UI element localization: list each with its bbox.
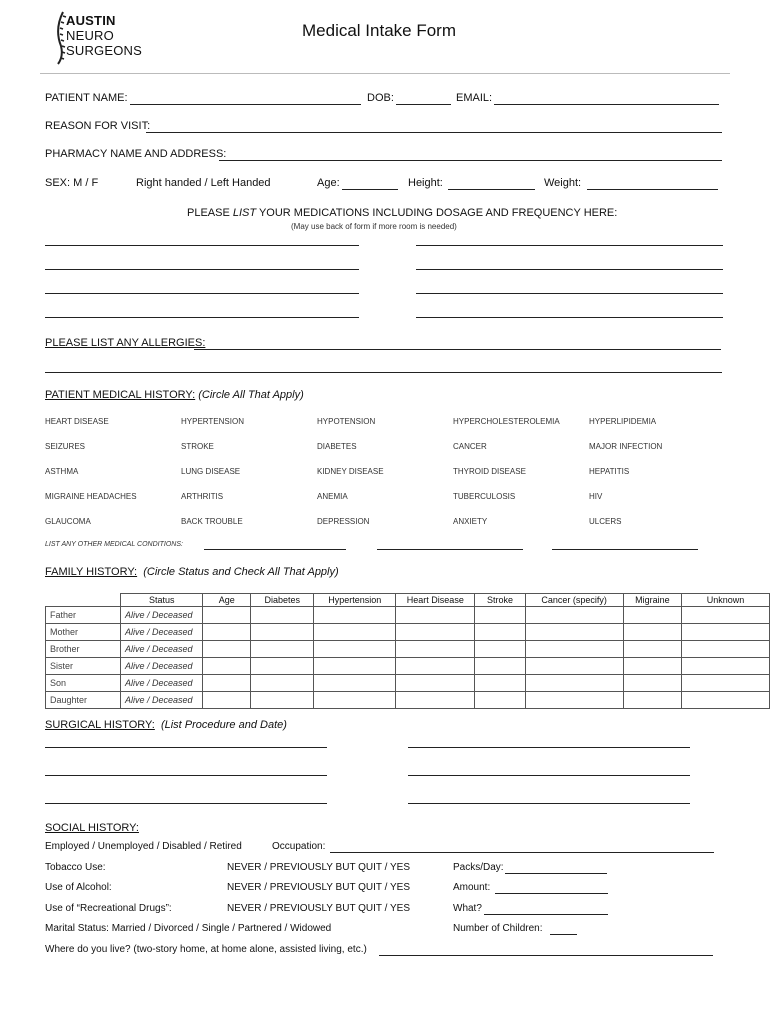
surgery-line[interactable] [45,803,327,804]
dob-field[interactable] [396,104,451,105]
checkbox-cell[interactable] [314,607,396,624]
checkbox-cell[interactable] [475,658,525,675]
medication-line[interactable] [416,245,723,246]
surgery-line[interactable] [408,747,690,748]
condition-option[interactable]: STROKE [181,442,214,451]
condition-option[interactable]: ASTHMA [45,467,79,476]
checkbox-cell[interactable] [475,607,525,624]
status-option[interactable]: Alive / Deceased [121,624,203,641]
checkbox-cell[interactable] [251,607,314,624]
checkbox-cell[interactable] [396,692,475,709]
age-label: Age: [317,177,340,189]
email-label: EMAIL: [456,92,493,104]
column-header: Diabetes [251,594,314,607]
patient-name-field[interactable] [130,104,361,105]
condition-option[interactable]: MAJOR INFECTION [589,442,663,451]
surgery-line[interactable] [408,775,690,776]
checkbox-cell[interactable] [525,675,623,692]
column-header: Stroke [475,594,525,607]
relation-label: Mother [46,624,121,641]
packs-label: Packs/Day: [453,862,504,873]
other-conditions-label: LIST ANY OTHER MEDICAL CONDITIONS: [45,541,183,548]
column-header: Age [203,594,251,607]
height-label: Height: [408,177,443,189]
medication-line[interactable] [45,293,359,294]
other-condition-field[interactable] [377,549,523,550]
drugs-label: Use of “Recreational Drugs”: [45,903,172,914]
checkbox-cell[interactable] [682,624,770,641]
condition-option[interactable]: HIV [589,492,603,501]
checkbox-cell[interactable] [251,675,314,692]
checkbox-cell[interactable] [623,641,681,658]
checkbox-cell[interactable] [525,641,623,658]
condition-option[interactable]: ANXIETY [453,517,488,526]
checkbox-cell[interactable] [203,641,251,658]
packs-field[interactable] [505,873,607,874]
checkbox-cell[interactable] [314,641,396,658]
allergies-field-2[interactable] [45,372,722,373]
relation-label: Daughter [46,692,121,709]
children-field[interactable] [550,934,577,935]
page-title: Medical Intake Form [302,21,456,40]
column-header: Unknown [682,594,770,607]
status-option[interactable]: Alive / Deceased [121,607,203,624]
header-divider [40,73,730,74]
checkbox-cell[interactable] [396,624,475,641]
column-header: Status [121,594,203,607]
sex-field[interactable] [45,177,98,189]
relation-label: Sister [46,658,121,675]
checkbox-cell[interactable] [682,675,770,692]
table-row [46,675,770,692]
tobacco-label: Tobacco Use: [45,862,106,873]
relation-label: Son [46,675,121,692]
what-field[interactable] [484,914,608,915]
sex-label: SEX [45,177,68,189]
checkbox-cell[interactable] [314,624,396,641]
employment-field[interactable]: Employed / Unemployed / Disabled / Retired [45,841,242,852]
reason-label: REASON FOR VISIT: [45,120,151,132]
what-label: What? [453,903,482,914]
checkbox-cell[interactable] [475,692,525,709]
reason-field[interactable] [146,132,722,133]
checkbox-cell[interactable] [525,692,623,709]
medication-line[interactable] [416,317,723,318]
occupation-field[interactable] [330,852,714,853]
checkbox-cell[interactable] [623,658,681,675]
tobacco-options[interactable]: NEVER / PREVIOUSLY BUT QUIT / YES [227,862,411,873]
checkbox-cell[interactable] [251,692,314,709]
checkbox-cell[interactable] [314,675,396,692]
checkbox-cell[interactable] [396,658,475,675]
checkbox-cell[interactable] [475,675,525,692]
table-row [46,607,770,624]
medical-history-heading: PATIENT MEDICAL HISTORY: (Circle All That Apply) [45,389,304,401]
weight-field[interactable] [587,189,718,190]
table-row [46,692,770,709]
weight-label: Weight: [544,177,582,189]
email-field[interactable] [494,104,719,105]
amount-field[interactable] [495,893,608,894]
surgery-line[interactable] [45,747,327,748]
relation-label: Brother [46,641,121,658]
checkbox-cell[interactable] [203,624,251,641]
pharmacy-label: PHARMACY NAME AND ADDRESS: [45,148,227,160]
surgery-line[interactable] [408,803,690,804]
checkbox-cell[interactable] [682,607,770,624]
surgical-history-heading: SURGICAL HISTORY: (List Procedure and Date) [45,719,287,731]
checkbox-cell[interactable] [396,675,475,692]
checkbox-cell[interactable] [475,624,525,641]
condition-option[interactable]: ARTHRITIS [181,492,224,501]
patient-name-label: PATIENT NAME: [45,92,128,104]
checkbox-cell[interactable] [314,692,396,709]
checkbox-cell[interactable] [251,624,314,641]
social-history-heading: SOCIAL HISTORY: [45,822,139,834]
allergies-field[interactable] [194,349,721,350]
checkbox-cell[interactable] [396,607,475,624]
age-field[interactable] [342,189,398,190]
other-condition-field[interactable] [204,549,346,550]
status-option[interactable]: Alive / Deceased [121,675,203,692]
table-row [46,641,770,658]
condition-option[interactable]: THYROID DISEASE [453,467,526,476]
condition-option[interactable]: ANEMIA [317,492,348,501]
status-option[interactable]: Alive / Deceased [121,658,203,675]
checkbox-cell[interactable] [203,607,251,624]
column-header: Hypertension [314,594,396,607]
occupation-label: Occupation: [272,841,326,852]
column-header: Heart Disease [396,594,475,607]
other-condition-field[interactable] [552,549,698,550]
height-field[interactable] [448,189,535,190]
medication-line[interactable] [45,317,359,318]
checkbox-cell[interactable] [314,658,396,675]
dob-label: DOB: [367,92,394,104]
alcohol-options[interactable]: NEVER / PREVIOUSLY BUT QUIT / YES [227,882,411,893]
condition-option[interactable]: LUNG DISEASE [181,467,241,476]
checkbox-cell[interactable] [525,624,623,641]
checkbox-cell[interactable] [682,641,770,658]
alcohol-label: Use of Alcohol: [45,882,112,893]
condition-option[interactable]: HYPERLIPIDEMIA [589,417,657,426]
checkbox-cell[interactable] [623,624,681,641]
medication-line[interactable] [45,269,359,270]
status-option[interactable]: Alive / Deceased [121,692,203,709]
condition-option[interactable]: BACK TROUBLE [181,517,243,526]
condition-option[interactable]: GLAUCOMA [45,517,91,526]
column-header: Cancer (specify) [525,594,623,607]
checkbox-cell[interactable] [203,692,251,709]
condition-option[interactable]: KIDNEY DISEASE [317,467,384,476]
blank-header [46,594,121,607]
checkbox-cell[interactable] [203,675,251,692]
residence-label: Where do you live? (two-story home, at home alone, assisted living, etc.) [45,944,367,955]
condition-option[interactable]: CANCER [453,442,487,451]
checkbox-cell[interactable] [251,641,314,658]
condition-option[interactable]: HEART DISEASE [45,417,109,426]
handedness-field[interactable]: Right handed / Left Handed [136,177,271,189]
checkbox-cell[interactable] [525,658,623,675]
amount-label: Amount: [453,882,491,893]
condition-option[interactable]: MIGRAINE HEADACHES [45,492,137,501]
condition-option[interactable]: SEIZURES [45,442,86,451]
checkbox-cell[interactable] [623,675,681,692]
allergies-label: PLEASE LIST ANY ALLERGIES: [45,337,206,349]
pharmacy-field[interactable] [219,160,722,161]
logo-line3: SURGEONS [66,43,143,58]
marital-status-field[interactable]: Marital Status: Married / Divorced / Single / Partnered / Widowed [45,923,332,934]
family-history-table [45,593,770,709]
medication-line[interactable] [416,269,723,270]
checkbox-cell[interactable] [682,658,770,675]
checkbox-cell[interactable] [623,607,681,624]
condition-option[interactable]: HYPOTENSION [317,417,376,426]
relation-label: Father [46,607,121,624]
logo-line2: NEURO [66,28,114,43]
medications-note: (May use back of form if more room is needed) [291,222,457,231]
checkbox-cell[interactable] [682,692,770,709]
condition-option[interactable]: DEPRESSION [317,517,370,526]
children-label: Number of Children: [453,923,543,934]
checkbox-cell[interactable] [396,641,475,658]
checkbox-cell[interactable] [623,692,681,709]
medication-line[interactable] [45,245,359,246]
drugs-options[interactable]: NEVER / PREVIOUSLY BUT QUIT / YES [227,903,411,914]
condition-option[interactable]: HEPATITIS [589,467,630,476]
checkbox-cell[interactable] [251,658,314,675]
status-option[interactable]: Alive / Deceased [121,641,203,658]
checkbox-cell[interactable] [203,658,251,675]
condition-option[interactable]: HYPERTENSION [181,417,244,426]
condition-option[interactable]: DIABETES [317,442,357,451]
checkbox-cell[interactable] [525,607,623,624]
condition-option[interactable]: ULCERS [589,517,622,526]
condition-option[interactable]: HYPERCHOLESTEROLEMIA [453,417,560,426]
logo-line1: AUSTIN [66,13,116,28]
table-row [46,658,770,675]
sex-options: : M / F [67,177,99,189]
residence-field[interactable] [379,955,713,956]
medications-heading: PLEASE LIST YOUR MEDICATIONS INCLUDING DOSAGE AND FREQUENCY HERE: [187,207,618,219]
table-row [46,624,770,641]
medication-line[interactable] [416,293,723,294]
family-history-heading: FAMILY HISTORY: (Circle Status and Check All That Apply) [45,566,339,578]
column-header: Migraine [623,594,681,607]
condition-option[interactable]: TUBERCULOSIS [453,492,516,501]
surgery-line[interactable] [45,775,327,776]
checkbox-cell[interactable] [475,641,525,658]
